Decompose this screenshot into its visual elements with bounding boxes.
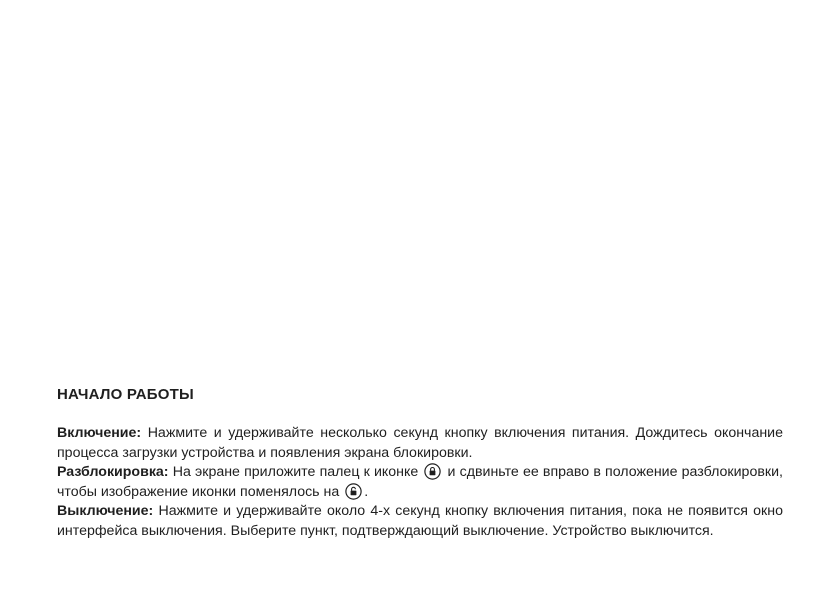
power-on-paragraph <box>57 424 783 463</box>
unlock-text-middle: и сдвиньте ее вправо в положение разблокировки, чтобы изображение иконки поменялось на <box>57 464 783 500</box>
unlock-paragraph <box>57 463 783 502</box>
power-on-text: Нажмите и удерживайте несколько секунд кнопку включения питания. Дождитесь окончание процесса загрузки устройства и появления экрана блокировки. <box>57 425 783 461</box>
unlock-text-end: . <box>364 483 369 500</box>
unlock-lead: Разблокировка: <box>57 464 169 481</box>
power-on-lead: Включение: <box>57 425 142 441</box>
unlock-text-before-icon: На экране приложите палец к иконке <box>172 464 419 481</box>
instructions-block <box>57 424 783 542</box>
power-off-text: Нажмите и удерживайте около 4-х секунд кнопку включения питания, пока не появится окно интерфейса выключения. Выберите пункт, подтверждающий выключение. Устройство выключится. <box>57 503 783 539</box>
section-title: НАЧАЛО РАБОТЫ <box>57 386 194 403</box>
power-off-lead: Выключение: <box>57 503 154 520</box>
locked-padlock-icon <box>424 463 441 480</box>
unlocked-padlock-icon <box>345 483 362 500</box>
power-off-paragraph <box>57 502 783 541</box>
